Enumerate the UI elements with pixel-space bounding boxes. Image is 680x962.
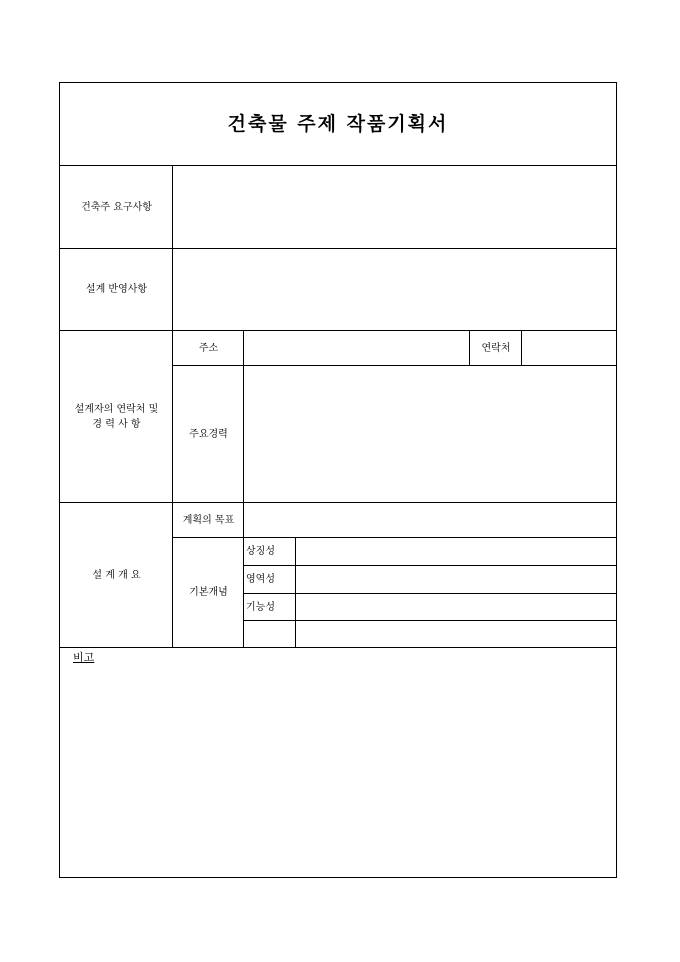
designer-info-label-line2: 경 력 사 항: [92, 418, 141, 430]
concept-label: 기본개념: [172, 538, 244, 648]
designer-info-label: [60, 331, 173, 503]
design-reflection-label: 설계 반영사항: [60, 249, 173, 331]
contact-label: 연락처: [469, 331, 522, 366]
planning-form: [59, 82, 617, 878]
goal-field[interactable]: [243, 503, 616, 538]
career-field[interactable]: [243, 366, 616, 503]
remarks-field[interactable]: [60, 665, 616, 877]
design-reflection-field[interactable]: [172, 249, 616, 331]
concept-extra-field[interactable]: [295, 621, 616, 648]
client-requirements-label: 건축주 요구사항: [60, 166, 173, 249]
form-title: 건축물 주제 작품기획서: [60, 83, 616, 166]
concept-territoriality-label: 영역성: [243, 566, 296, 594]
client-requirements-field[interactable]: [172, 166, 616, 249]
remarks-label: 비고: [73, 651, 95, 664]
concept-symbolism-field[interactable]: [295, 538, 616, 566]
concept-functionality-field[interactable]: [295, 594, 616, 621]
concept-symbolism-label: 상징성: [243, 538, 296, 566]
address-field[interactable]: [243, 331, 469, 366]
address-label: 주소: [172, 331, 244, 366]
concept-functionality-label: 기능성: [243, 594, 296, 621]
goal-label: 계획의 목표: [172, 503, 244, 538]
concept-extra-label: [243, 621, 296, 648]
career-label: 주요경력: [172, 366, 244, 503]
contact-field[interactable]: [521, 331, 616, 366]
concept-territoriality-field[interactable]: [295, 566, 616, 594]
design-overview-label: 설 계 개 요: [60, 503, 173, 648]
designer-info-label-line1: 설계자의 연락처 및: [74, 403, 159, 415]
